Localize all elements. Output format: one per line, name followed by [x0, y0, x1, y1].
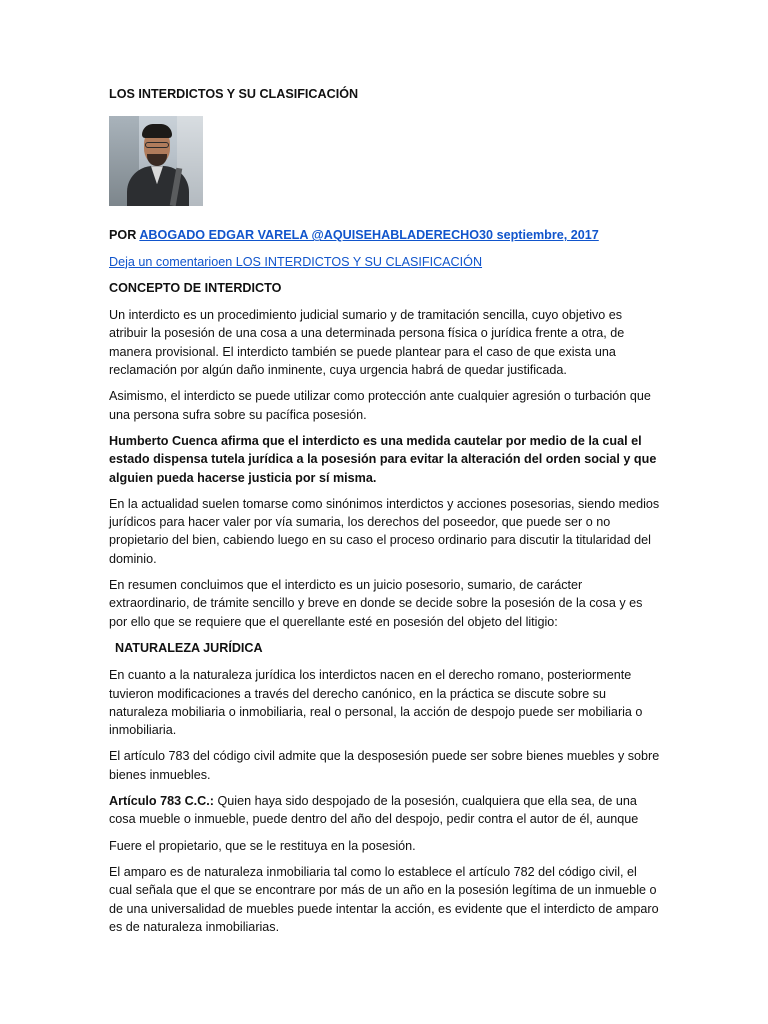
- document-title: LOS INTERDICTOS Y SU CLASIFICACIÓN: [109, 87, 359, 101]
- article-text: Quien haya sido despojado de la posesión, cualquiera que ella sea, de una cosa mueble o inmueble, puede dentro del año del despojo, pedir contra el autor de él, aunque: [109, 794, 639, 827]
- paragraph-6: En cuanto a la naturaleza jurídica los interdictos nacen en el derecho romano, posteriormente tuvieron modificaciones a través del derecho canónico, en la práctica se discute sobre su naturaleza mobiliaria o inmobiliaria, real o personal, la acción de despojo puede ser mobiliaria o inmobiliaria.: [109, 668, 643, 738]
- paragraph-2: Asimismo, el interdicto se puede utilizar como protección ante cualquier agresión o turbación que una persona sufra sobre su pacífica posesión.: [109, 389, 651, 422]
- paragraph-1: Un interdicto es un procedimiento judicial sumario y de tramitación sencilla, cuyo objetivo es atribuir la posesión de una cosa a una determinada persona física o jurídica frente a otra, de manera provisional. El interdicto también se puede plantear para el caso de que exista una reclamación por algún daño inminente, cuya urgencia habrá de quedar justificada.: [109, 308, 625, 378]
- section-heading-concepto: CONCEPTO DE INTERDICTO: [109, 280, 282, 295]
- paragraph-7: El artículo 783 del código civil admite que la desposesión puede ser sobre bienes muebles y sobre bienes inmuebles.: [109, 749, 660, 782]
- paragraph-10: El amparo es de naturaleza inmobiliaria tal como lo establece el artículo 782 del código civil, el cual señala que el que se encontrare por más de un año en la posesión legítima de un inmueble o de una universalidad de muebles puede intentar la acción, es evidente que el interdicto de amparo es de naturaleza inmobiliarias.: [109, 864, 659, 934]
- paragraph-5: En resumen concluimos que el interdicto es un juicio posesorio, sumario, de carácter extraordinario, de trámite sencillo y breve en donde se decide sobre la posesión de la cosa y es por ello que se requiere que el querellante esté en posesión del objeto del litigio:: [109, 578, 643, 629]
- article-label: Artículo 783 C.C.:: [109, 794, 214, 809]
- comment-link[interactable]: Deja un comentarioen LOS INTERDICTOS Y SU CLASIFICACIÓN: [109, 254, 483, 269]
- byline-prefix: POR: [109, 228, 140, 243]
- byline: [109, 226, 661, 244]
- paragraph-8: [109, 792, 661, 829]
- paragraph-4: En la actualidad suelen tomarse como sinónimos interdictos y acciones posesorias, siendo medios jurídicos para hacer valer por vía sumaria, los derechos del poseedor, que puede ser o no propietario del bien, cabiendo luego en su caso el proceso ordinario para discutir la titularidad del dominio.: [109, 496, 660, 566]
- author-link[interactable]: ABOGADO EDGAR VARELA @AQUISEHABLADERECHO30 septiembre, 2017: [139, 228, 599, 243]
- paragraph-9: Fuere el propietario, que se le restituya en la posesión.: [109, 838, 416, 853]
- document-body: [109, 85, 661, 944]
- paragraph-3: Humberto Cuenca afirma que el interdicto es una medida cautelar por medio de la cual el estado dispensa tutela jurídica a la posesión para evitar la alteración del orden social y que alguien pueda hacerse justicia por sí misma.: [109, 433, 657, 485]
- section-heading-naturaleza: NATURALEZA JURÍDICA: [115, 640, 263, 655]
- author-photo: [109, 116, 203, 206]
